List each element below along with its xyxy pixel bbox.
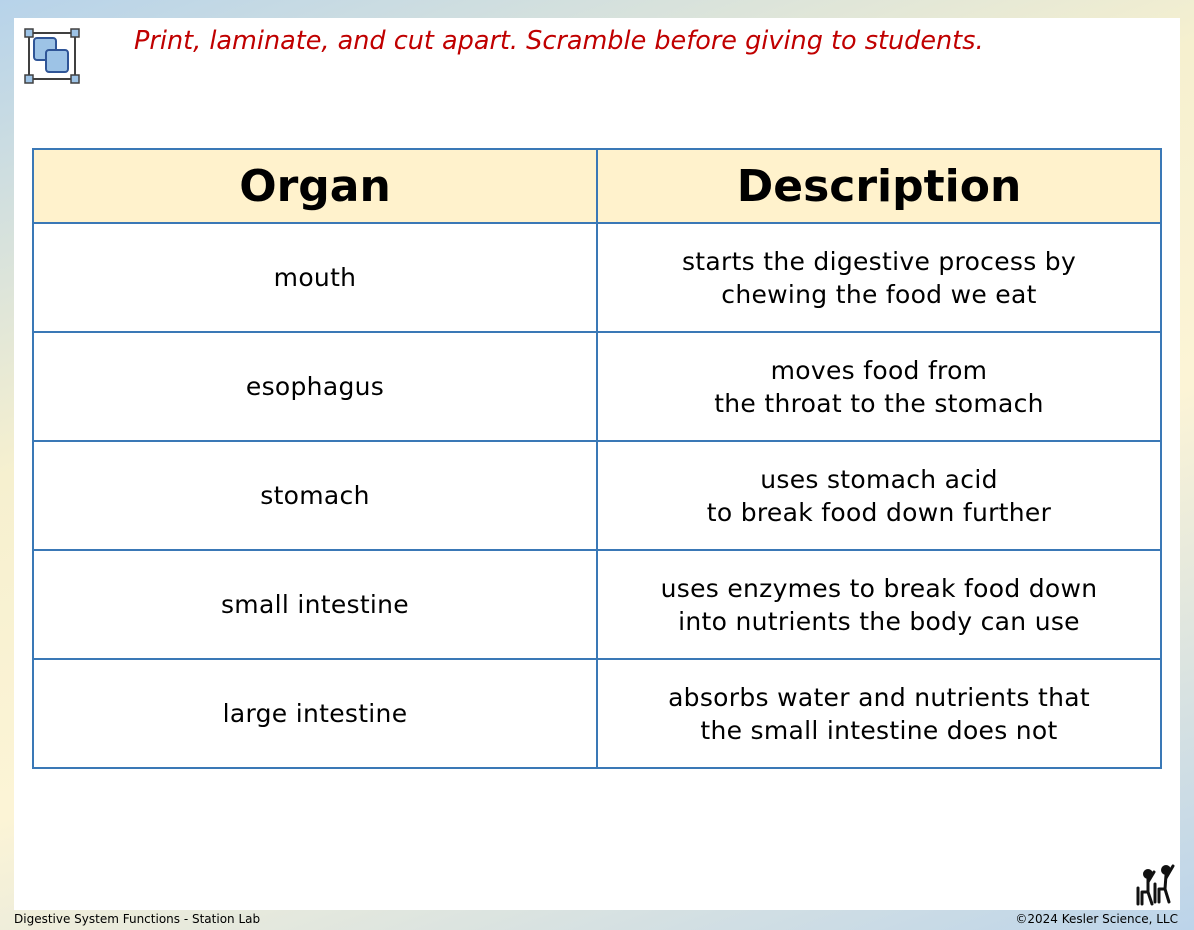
table-row <box>33 332 1161 441</box>
footer-lesson-title: Digestive System Functions - Station Lab <box>14 912 261 926</box>
organ-cell: large intestine <box>33 659 597 768</box>
table-row <box>33 659 1161 768</box>
header-description: Description <box>597 149 1161 223</box>
table-row <box>33 550 1161 659</box>
group-objects-icon <box>24 28 80 84</box>
organ-cell: stomach <box>33 441 597 550</box>
table-row <box>33 441 1161 550</box>
organ-cell: small intestine <box>33 550 597 659</box>
description-cell: uses enzymes to break food down into nutrients the body can use <box>597 550 1161 659</box>
students-raising-hands-icon <box>1136 862 1178 906</box>
instruction-text: Print, laminate, and cut apart. Scramble before giving to students. <box>134 26 984 56</box>
table-row <box>33 223 1161 332</box>
description-cell: absorbs water and nutrients that the small intestine does not <box>597 659 1161 768</box>
organ-cell: esophagus <box>33 332 597 441</box>
description-cell: uses stomach acid to break food down further <box>597 441 1161 550</box>
description-cell: starts the digestive process by chewing the food we eat <box>597 223 1161 332</box>
description-cell: moves food from the throat to the stomach <box>597 332 1161 441</box>
table-header-row <box>33 149 1161 223</box>
organ-description-table <box>32 148 1162 769</box>
header-organ: Organ <box>33 149 597 223</box>
organ-cell: mouth <box>33 223 597 332</box>
footer-copyright: ©2024 Kesler Science, LLC <box>1015 912 1178 926</box>
